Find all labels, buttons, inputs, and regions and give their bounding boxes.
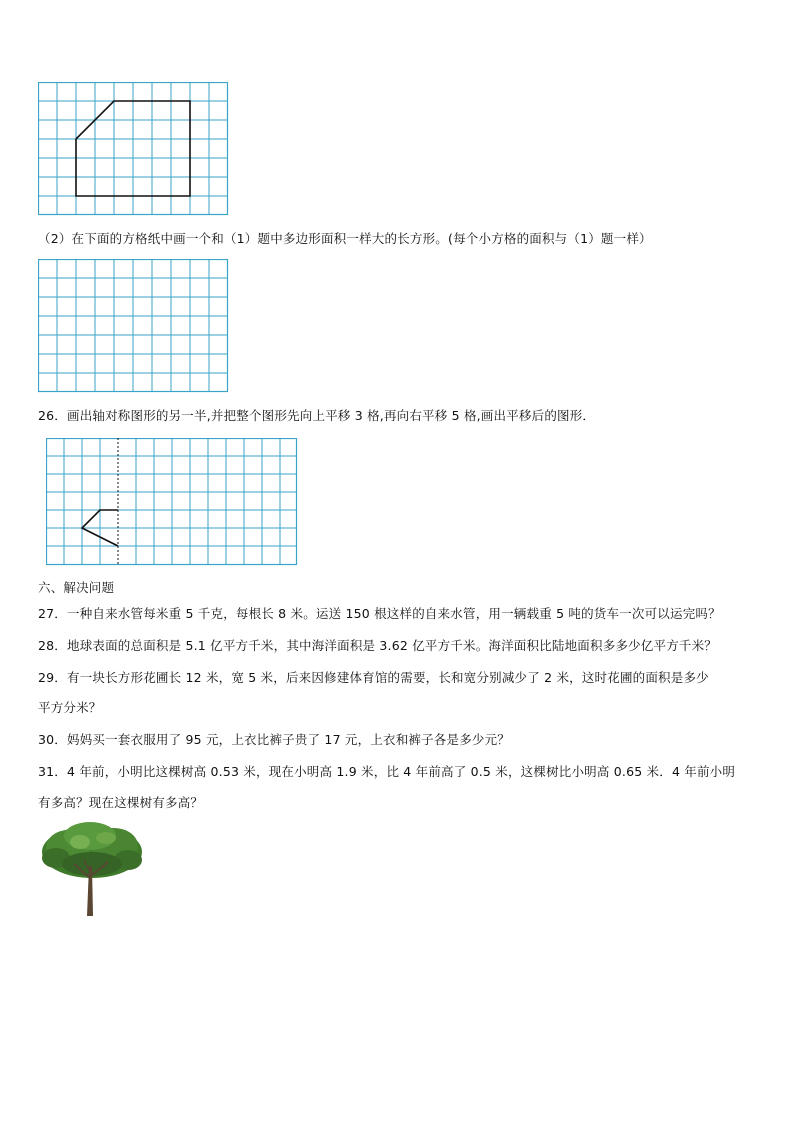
q31-text: 31．4 年前，小明比这棵树高 0.53 米，现在小明高 1.9 米，比 4 年前高了 0.5 米，这棵树比小明高 0.65 米．4 年前小明 (38, 764, 736, 779)
tree-illustration (40, 818, 144, 918)
q25-part2-text: （2）在下面的方格纸中画一个和（1）题中多边形面积一样大的长方形。(每个小方格的面积与（1）题一样） (38, 231, 652, 246)
grid-symmetry (46, 438, 300, 568)
section-heading: 六、解决问题 (38, 580, 115, 595)
q29-text: 29．有一块长方形花圃长 12 米，宽 5 米，后来因修建体育馆的需要，长和宽分别减少了 2 米，这时花圃的面积是多少 (38, 670, 709, 685)
grid-lines (38, 259, 228, 392)
q31-text-cont: 有多高？现在这棵树有多高？ (38, 795, 204, 810)
q27-text: 27．一种自来水管每米重 5 千克，每根长 8 米。运送 150 根这样的自来水管，用一辆载重 5 吨的货车一次可以运完吗？ (38, 606, 721, 621)
q26-text: 26．画出轴对称图形的另一半,并把整个图形先向上平移 3 格,再向右平移 5 格,画出平移后的图形． (38, 408, 596, 423)
grid-lines (46, 438, 297, 565)
q30-text: 30．妈妈买一套衣服用了 95 元，上衣比裤子贵了 17 元，上衣和裤子各是多少元？ (38, 732, 511, 747)
grid-polygon (38, 82, 230, 217)
q28-text: 28．地球表面的总面积是 5.1 亿平方千米，其中海洋面积是 3.62 亿平方千米。海洋面积比陆地面积多多少亿平方千米？ (38, 638, 718, 653)
q29-text-cont: 平方分米？ (38, 700, 102, 715)
grid-lines (38, 82, 228, 215)
grid-blank (38, 259, 230, 394)
